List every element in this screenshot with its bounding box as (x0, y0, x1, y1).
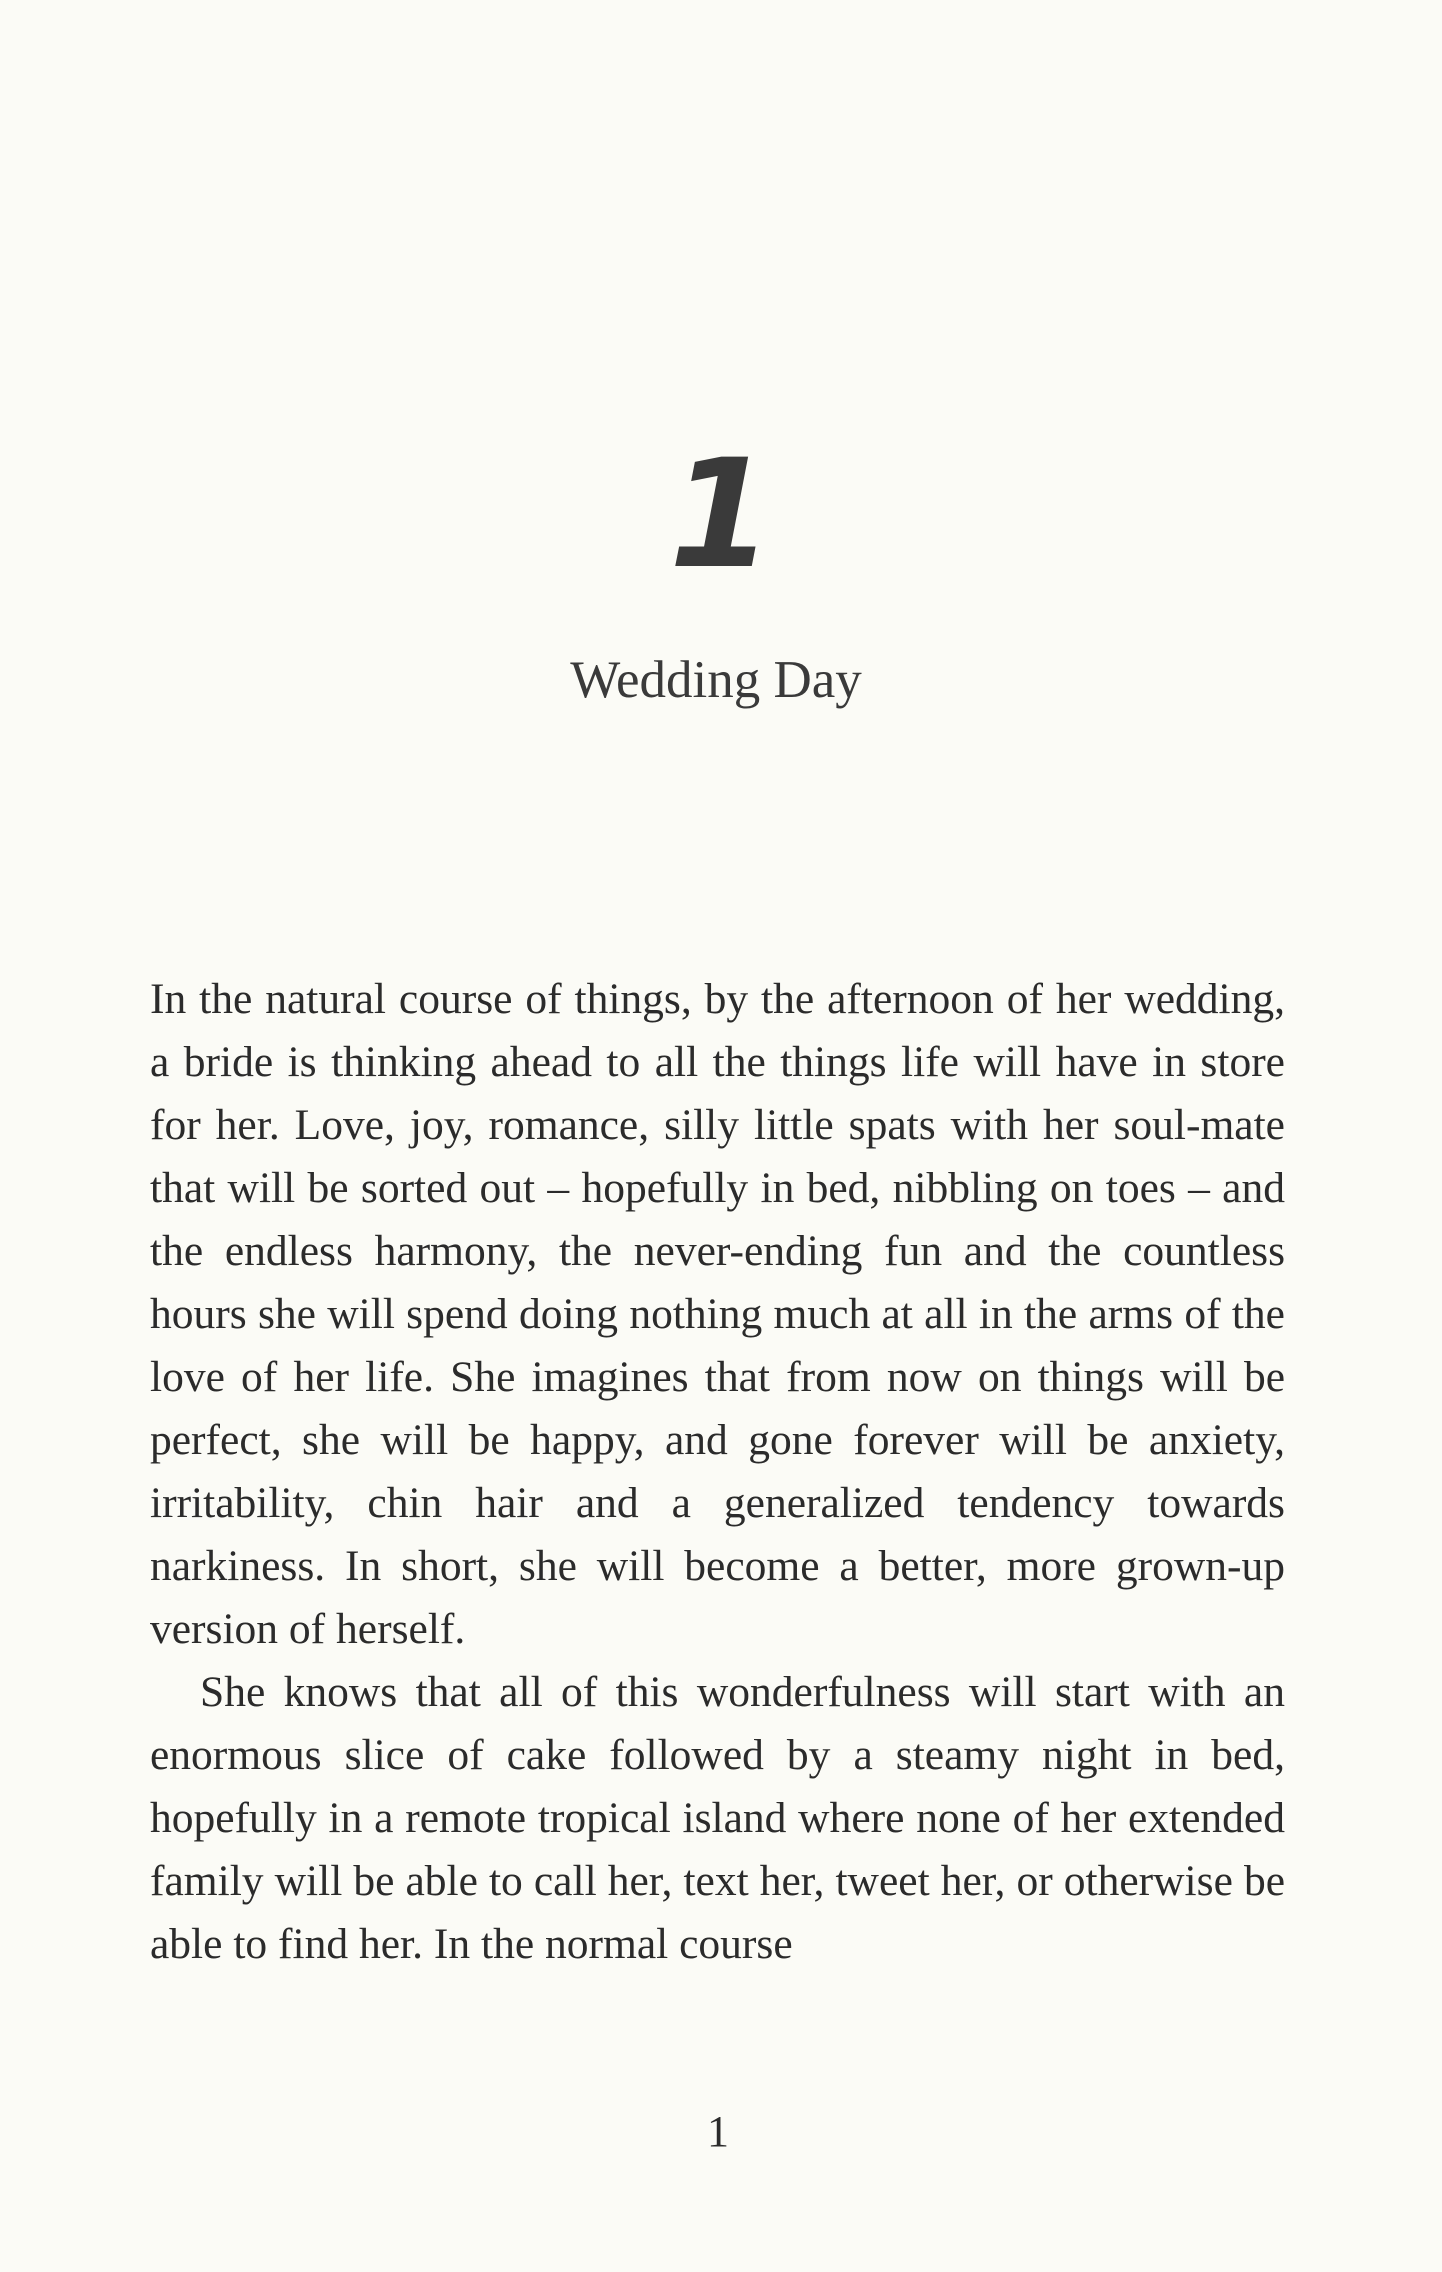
chapter-title: Wedding Day (570, 651, 862, 709)
page-number: 1 (707, 2107, 729, 2156)
paragraph: She knows that all of this wonderfulness will start with an enormous slice of cake followed by a steamy night in bed, hopefully in a remote tropical island where none of her extended family will be able to call her, text her, tweet her, or otherwise be able to find her. In the normal course (150, 1668, 1285, 1968)
chapter-number: 1 (668, 428, 774, 602)
chapter-body (150, 968, 1285, 1976)
paragraph: In the natural course of things, by the afternoon of her wedding, a bride is thinking ahead to all the things life will have in store for her. Love, joy, romance, silly little spats with her soul-mate that will be sorted out – hopefully in bed, nibbling on toes – and the endless harmony, the never-ending fun and the countless hours she will spend doing nothing much at all in the arms of the love of her life. She imagines that from now on things will be perfect, she will be happy, and gone forever will be anxiety, irritability, chin hair and a generalized tendency towards narkiness. In short, she will become a better, more grown-up version of herself. (150, 975, 1285, 1653)
